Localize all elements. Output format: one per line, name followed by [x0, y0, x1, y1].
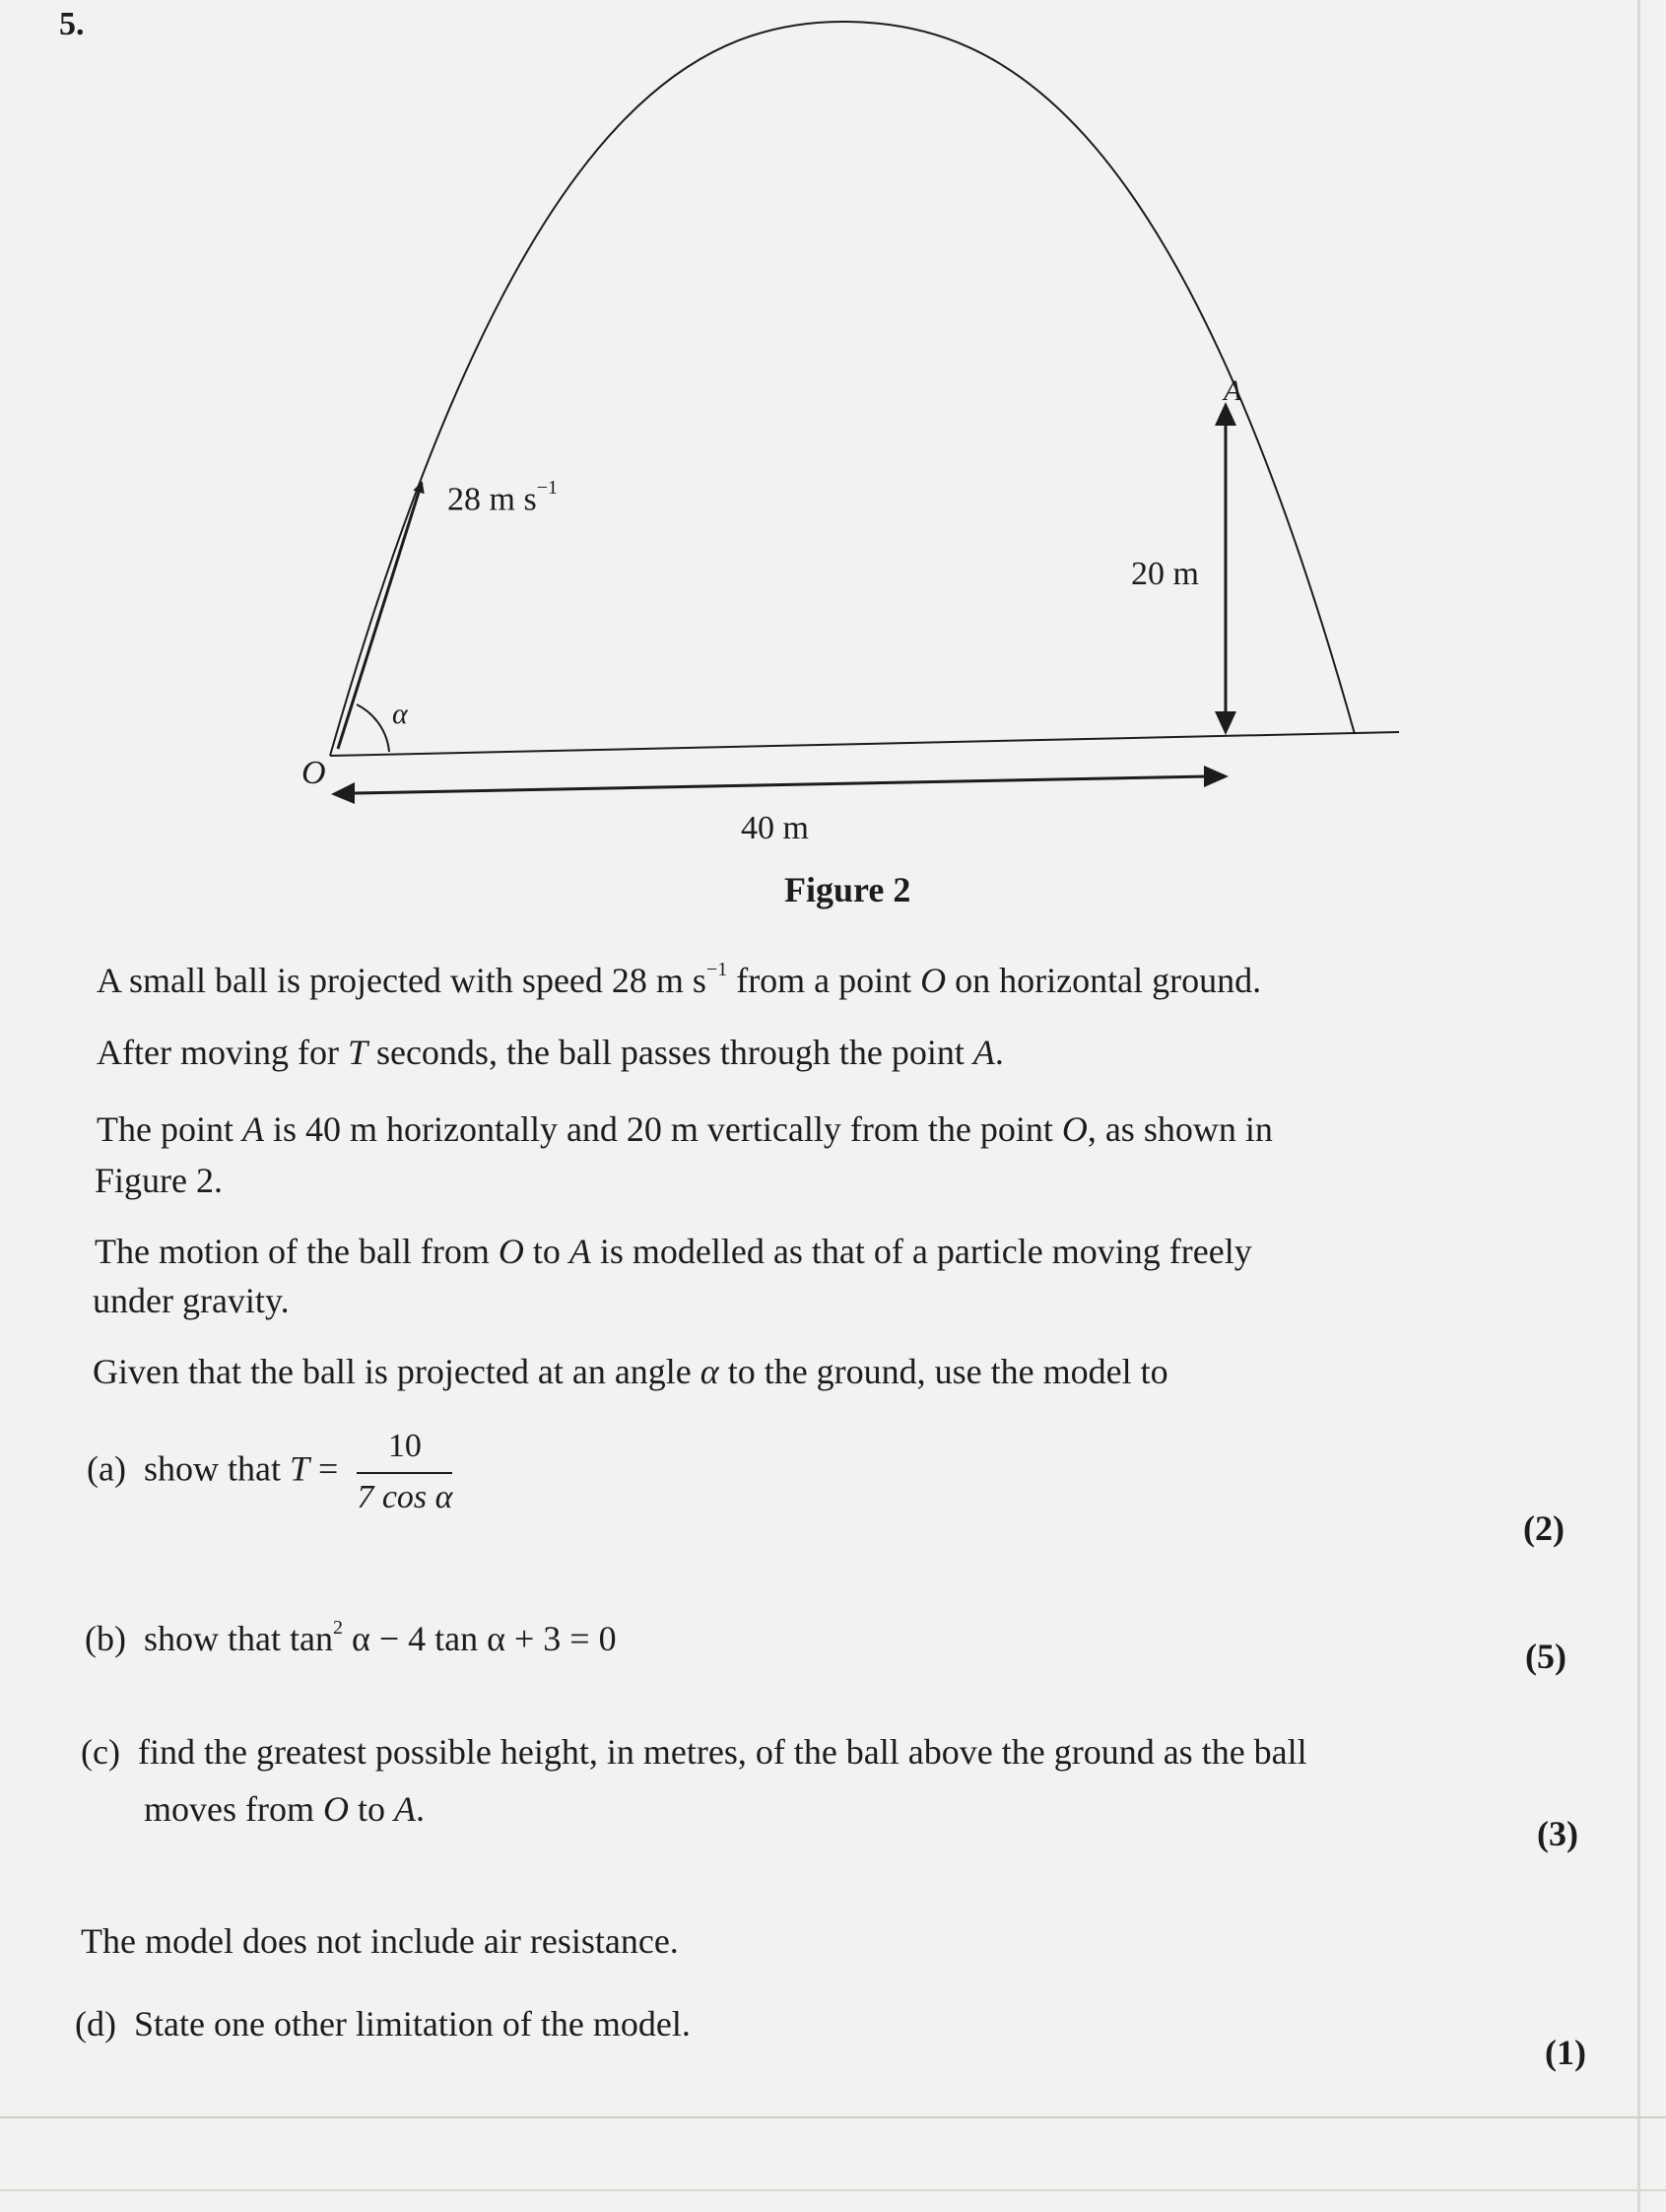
intro-line-1: A small ball is projected with speed 28 m $s^{-1}$ from a point O on horizontal ground.	[97, 959, 1262, 1000]
ground-line	[330, 732, 1399, 756]
figure-caption: Figure 2	[784, 870, 911, 909]
part-d: (d) State one other limitation of the model.	[75, 2004, 691, 2044]
model-note: The model does not include air resistance.	[81, 1921, 679, 1961]
fraction: $\frac{10}{\text{7 cos α}}$	[357, 1428, 453, 1515]
intro-line-7: Given that the ball is projected at an angle α to the ground, use the model to	[93, 1352, 1168, 1391]
trajectory-curve	[330, 22, 1355, 756]
distance-arrow-head-left	[331, 782, 355, 804]
marks-c: (3)	[1537, 1814, 1578, 1853]
intro-line-5: The motion of the ball from O to A is modelled as that of a particle moving freely	[95, 1232, 1252, 1271]
point-a-label: A	[1224, 374, 1242, 407]
marks-a: (2)	[1523, 1508, 1565, 1548]
projectile-diagram	[0, 0, 1666, 887]
intro-line-4: Figure 2.	[95, 1161, 223, 1200]
part-c-line-1: (c) find the greatest possible height, in metres, of the ball above the ground as the ball	[81, 1732, 1307, 1772]
angle-label: α	[392, 698, 408, 730]
height-arrow-head-bottom	[1215, 711, 1236, 735]
distance-label: 40 m	[741, 810, 809, 846]
marks-b: (5)	[1525, 1637, 1566, 1676]
origin-label: O	[301, 755, 326, 791]
divider-line	[0, 2189, 1666, 2191]
angle-arc	[357, 704, 389, 752]
divider-line	[0, 2116, 1666, 2118]
intro-line-3: The point A is 40 m horizontally and 20 m vertically from the point O, as shown in	[97, 1109, 1273, 1149]
part-a: (a) show that T = $\frac{10}{\text{7 cos α}}$	[87, 1428, 453, 1515]
intro-line-2: After moving for T seconds, the ball passes through the point A.	[97, 1033, 1004, 1072]
distance-arrow	[355, 776, 1207, 793]
speed-label: 28 m $s^{-1}$	[447, 477, 558, 518]
distance-arrow-head-right	[1204, 766, 1229, 787]
marks-d: (1)	[1545, 2033, 1586, 2072]
intro-line-6: under gravity.	[93, 1281, 290, 1320]
velocity-arrow	[338, 483, 422, 749]
part-c-line-2: moves from O to A.	[144, 1789, 425, 1829]
height-label: 20 m	[1131, 556, 1199, 592]
question-number: 5.	[59, 6, 85, 42]
part-b: (b) show that $\tan^2 \alpha - 4$ tan α + 3 = 0	[85, 1617, 617, 1658]
